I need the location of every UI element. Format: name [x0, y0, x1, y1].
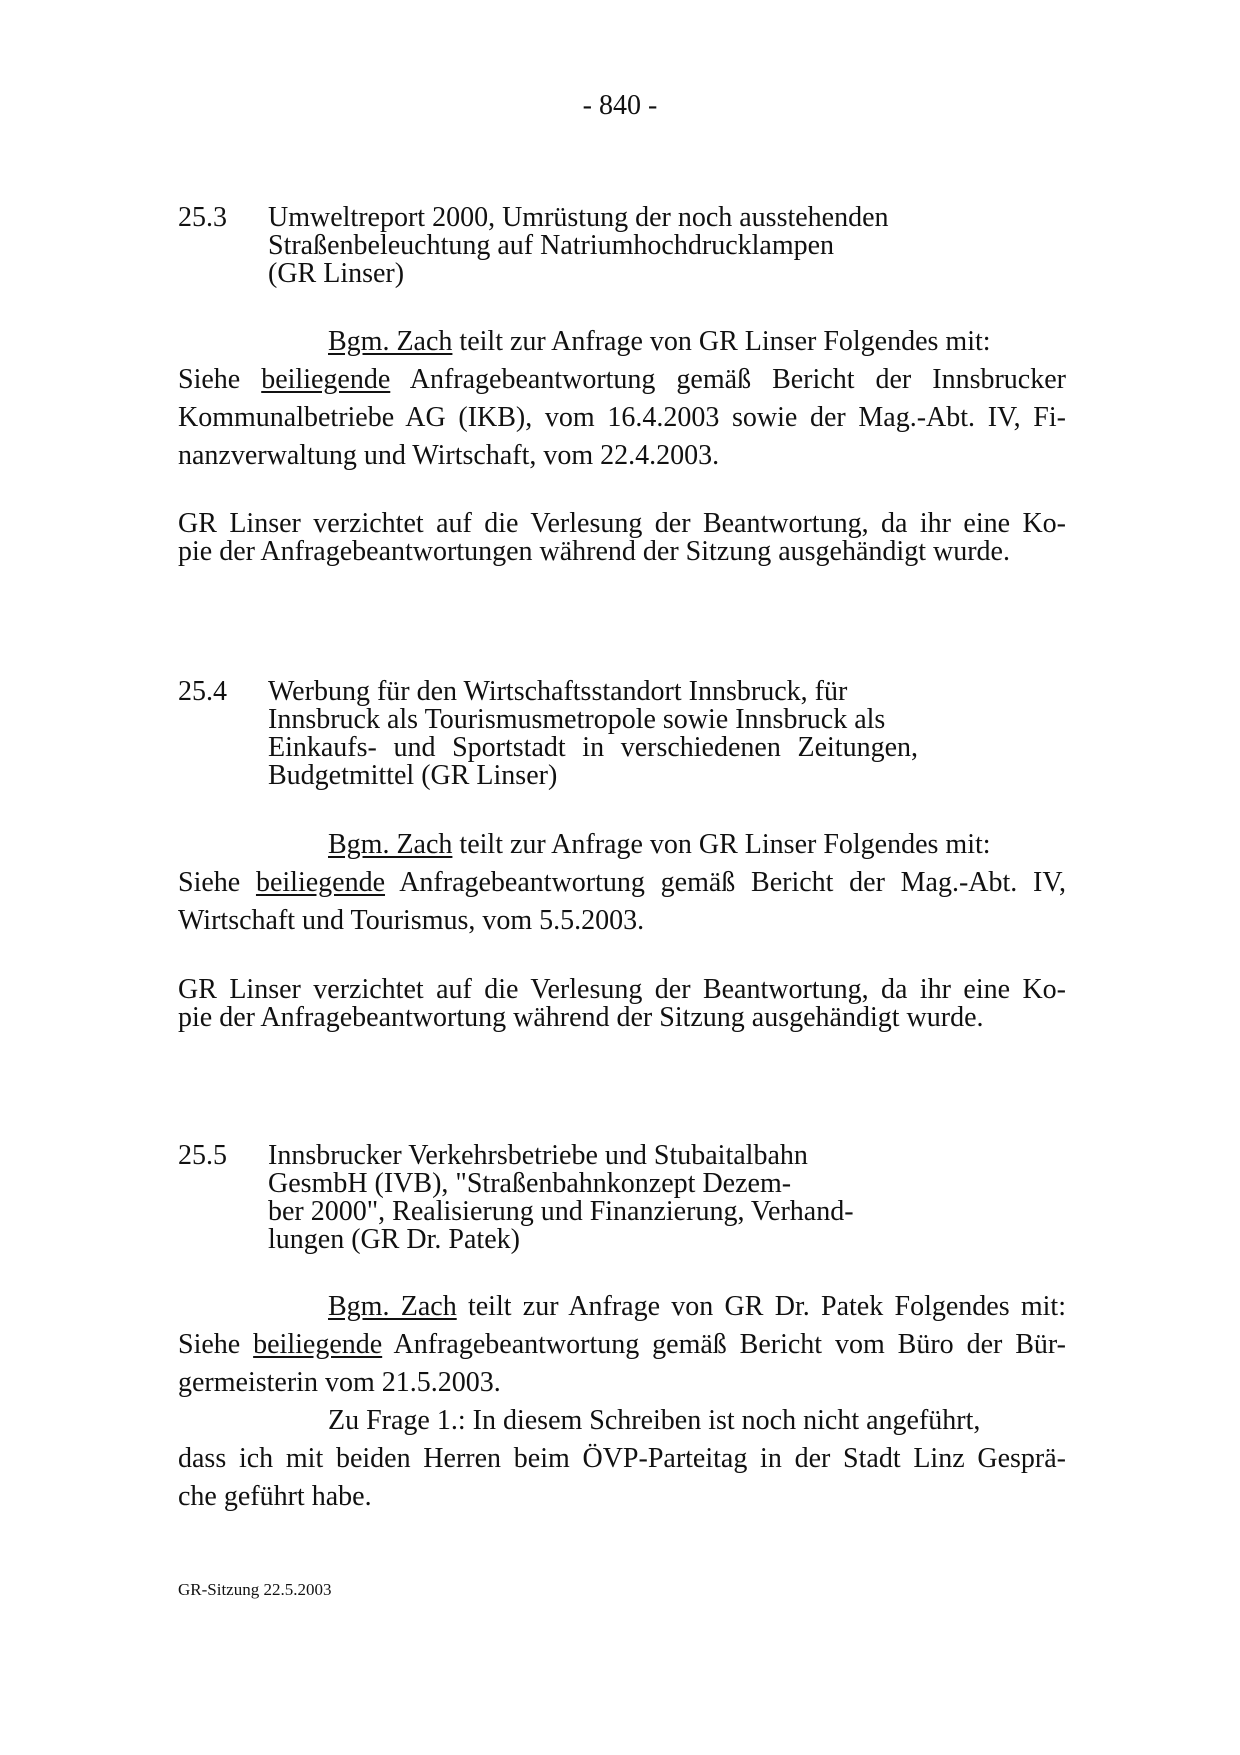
section-number: 25.5	[178, 1140, 227, 1171]
title-line: Budgetmittel (GR Linser)	[268, 760, 558, 791]
section-number: 25.3	[178, 202, 227, 233]
note-paragraph-25-3	[178, 510, 1066, 566]
title-line: Straßenbeleuchtung auf Natriumhochdrucklampen	[268, 230, 835, 261]
body-line: dass ich mit beiden Herren beim ÖVP-Parteitag in der Stadt Linz Gesprä-	[178, 1443, 1066, 1474]
answer-paragraph-25-5	[178, 1288, 1066, 1516]
title-line: (GR Linser)	[268, 258, 405, 289]
title-line: lungen (GR Dr. Patek)	[268, 1224, 520, 1255]
intro-line: Bgm. Zach teilt zur Anfrage von GR Linser Folgendes mit:	[328, 326, 991, 357]
section-heading-25-4	[178, 678, 1078, 790]
body-line: Siehe beiliegende Anfragebeantwortung gemäß Bericht vom Büro der Bür-	[178, 1329, 1066, 1360]
section-heading-25-5	[178, 1142, 1078, 1254]
note-line: GR Linser verzichtet auf die Verlesung der Beantwortung, da ihr eine Ko-	[178, 508, 1066, 539]
title-line: GesmbH (IVB), "Straßenbahnkonzept Dezem-	[268, 1168, 792, 1199]
body-line: Kommunalbetriebe AG (IKB), vom 16.4.2003 sowie der Mag.-Abt. IV, Fi-	[178, 402, 1066, 433]
question-line: Zu Frage 1.: In diesem Schreiben ist noch nicht angeführt,	[328, 1405, 981, 1436]
underlined-word: beiliegende	[255, 867, 386, 898]
speaker-name: Bgm. Zach	[328, 326, 453, 357]
body-line: che geführt habe.	[178, 1481, 372, 1512]
body-line: germeisterin vom 21.5.2003.	[178, 1367, 501, 1398]
body-line: Siehe beiliegende Anfragebeantwortung gemäß Bericht der Mag.-Abt. IV,	[178, 867, 1066, 898]
title-line: Umweltreport 2000, Umrüstung der noch ausstehenden	[268, 202, 889, 233]
note-line: GR Linser verzichtet auf die Verlesung der Beantwortung, da ihr eine Ko-	[178, 974, 1066, 1005]
footer-meeting-date: GR-Sitzung 22.5.2003	[178, 1580, 332, 1599]
body-line: Wirtschaft und Tourismus, vom 5.5.2003.	[178, 905, 645, 936]
title-line: Innsbruck als Tourismusmetropole sowie Innsbruck als	[268, 704, 886, 735]
speaker-name: Bgm. Zach	[328, 1291, 457, 1322]
note-line: pie der Anfragebeantwortung während der Sitzung ausgehändigt wurde.	[178, 1002, 984, 1033]
note-paragraph-25-4	[178, 976, 1066, 1032]
section-title	[268, 204, 918, 288]
underlined-word: beiliegende	[261, 364, 391, 395]
section-number: 25.4	[178, 676, 227, 707]
answer-paragraph-25-4	[178, 826, 1066, 940]
title-line: Innsbrucker Verkehrsbetriebe und Stubaitalbahn	[268, 1140, 808, 1171]
title-line: Einkaufs- und Sportstadt in verschiedenen Zeitungen,	[268, 732, 918, 763]
body-line: Siehe beiliegende Anfragebeantwortung gemäß Bericht der Innsbrucker	[178, 364, 1066, 395]
section-title	[268, 1142, 918, 1254]
page-number: - 840 -	[582, 90, 658, 121]
note-line: pie der Anfragebeantwortungen während der Sitzung ausgehändigt wurde.	[178, 536, 1010, 567]
answer-paragraph-25-3	[178, 323, 1066, 475]
underlined-word: beiliegende	[253, 1329, 383, 1360]
section-title	[268, 678, 918, 790]
intro-line: Bgm. Zach teilt zur Anfrage von GR Linser Folgendes mit:	[328, 829, 991, 860]
speaker-name: Bgm. Zach	[328, 829, 453, 860]
section-heading-25-3	[178, 204, 1078, 288]
intro-line: Bgm. Zach teilt zur Anfrage von GR Dr. Patek Folgendes mit:	[328, 1291, 1066, 1322]
body-line: nanzverwaltung und Wirtschaft, vom 22.4.2003.	[178, 440, 720, 471]
title-line: Werbung für den Wirtschaftsstandort Innsbruck, für	[268, 676, 848, 707]
title-line: ber 2000", Realisierung und Finanzierung, Verhand-	[268, 1196, 854, 1227]
